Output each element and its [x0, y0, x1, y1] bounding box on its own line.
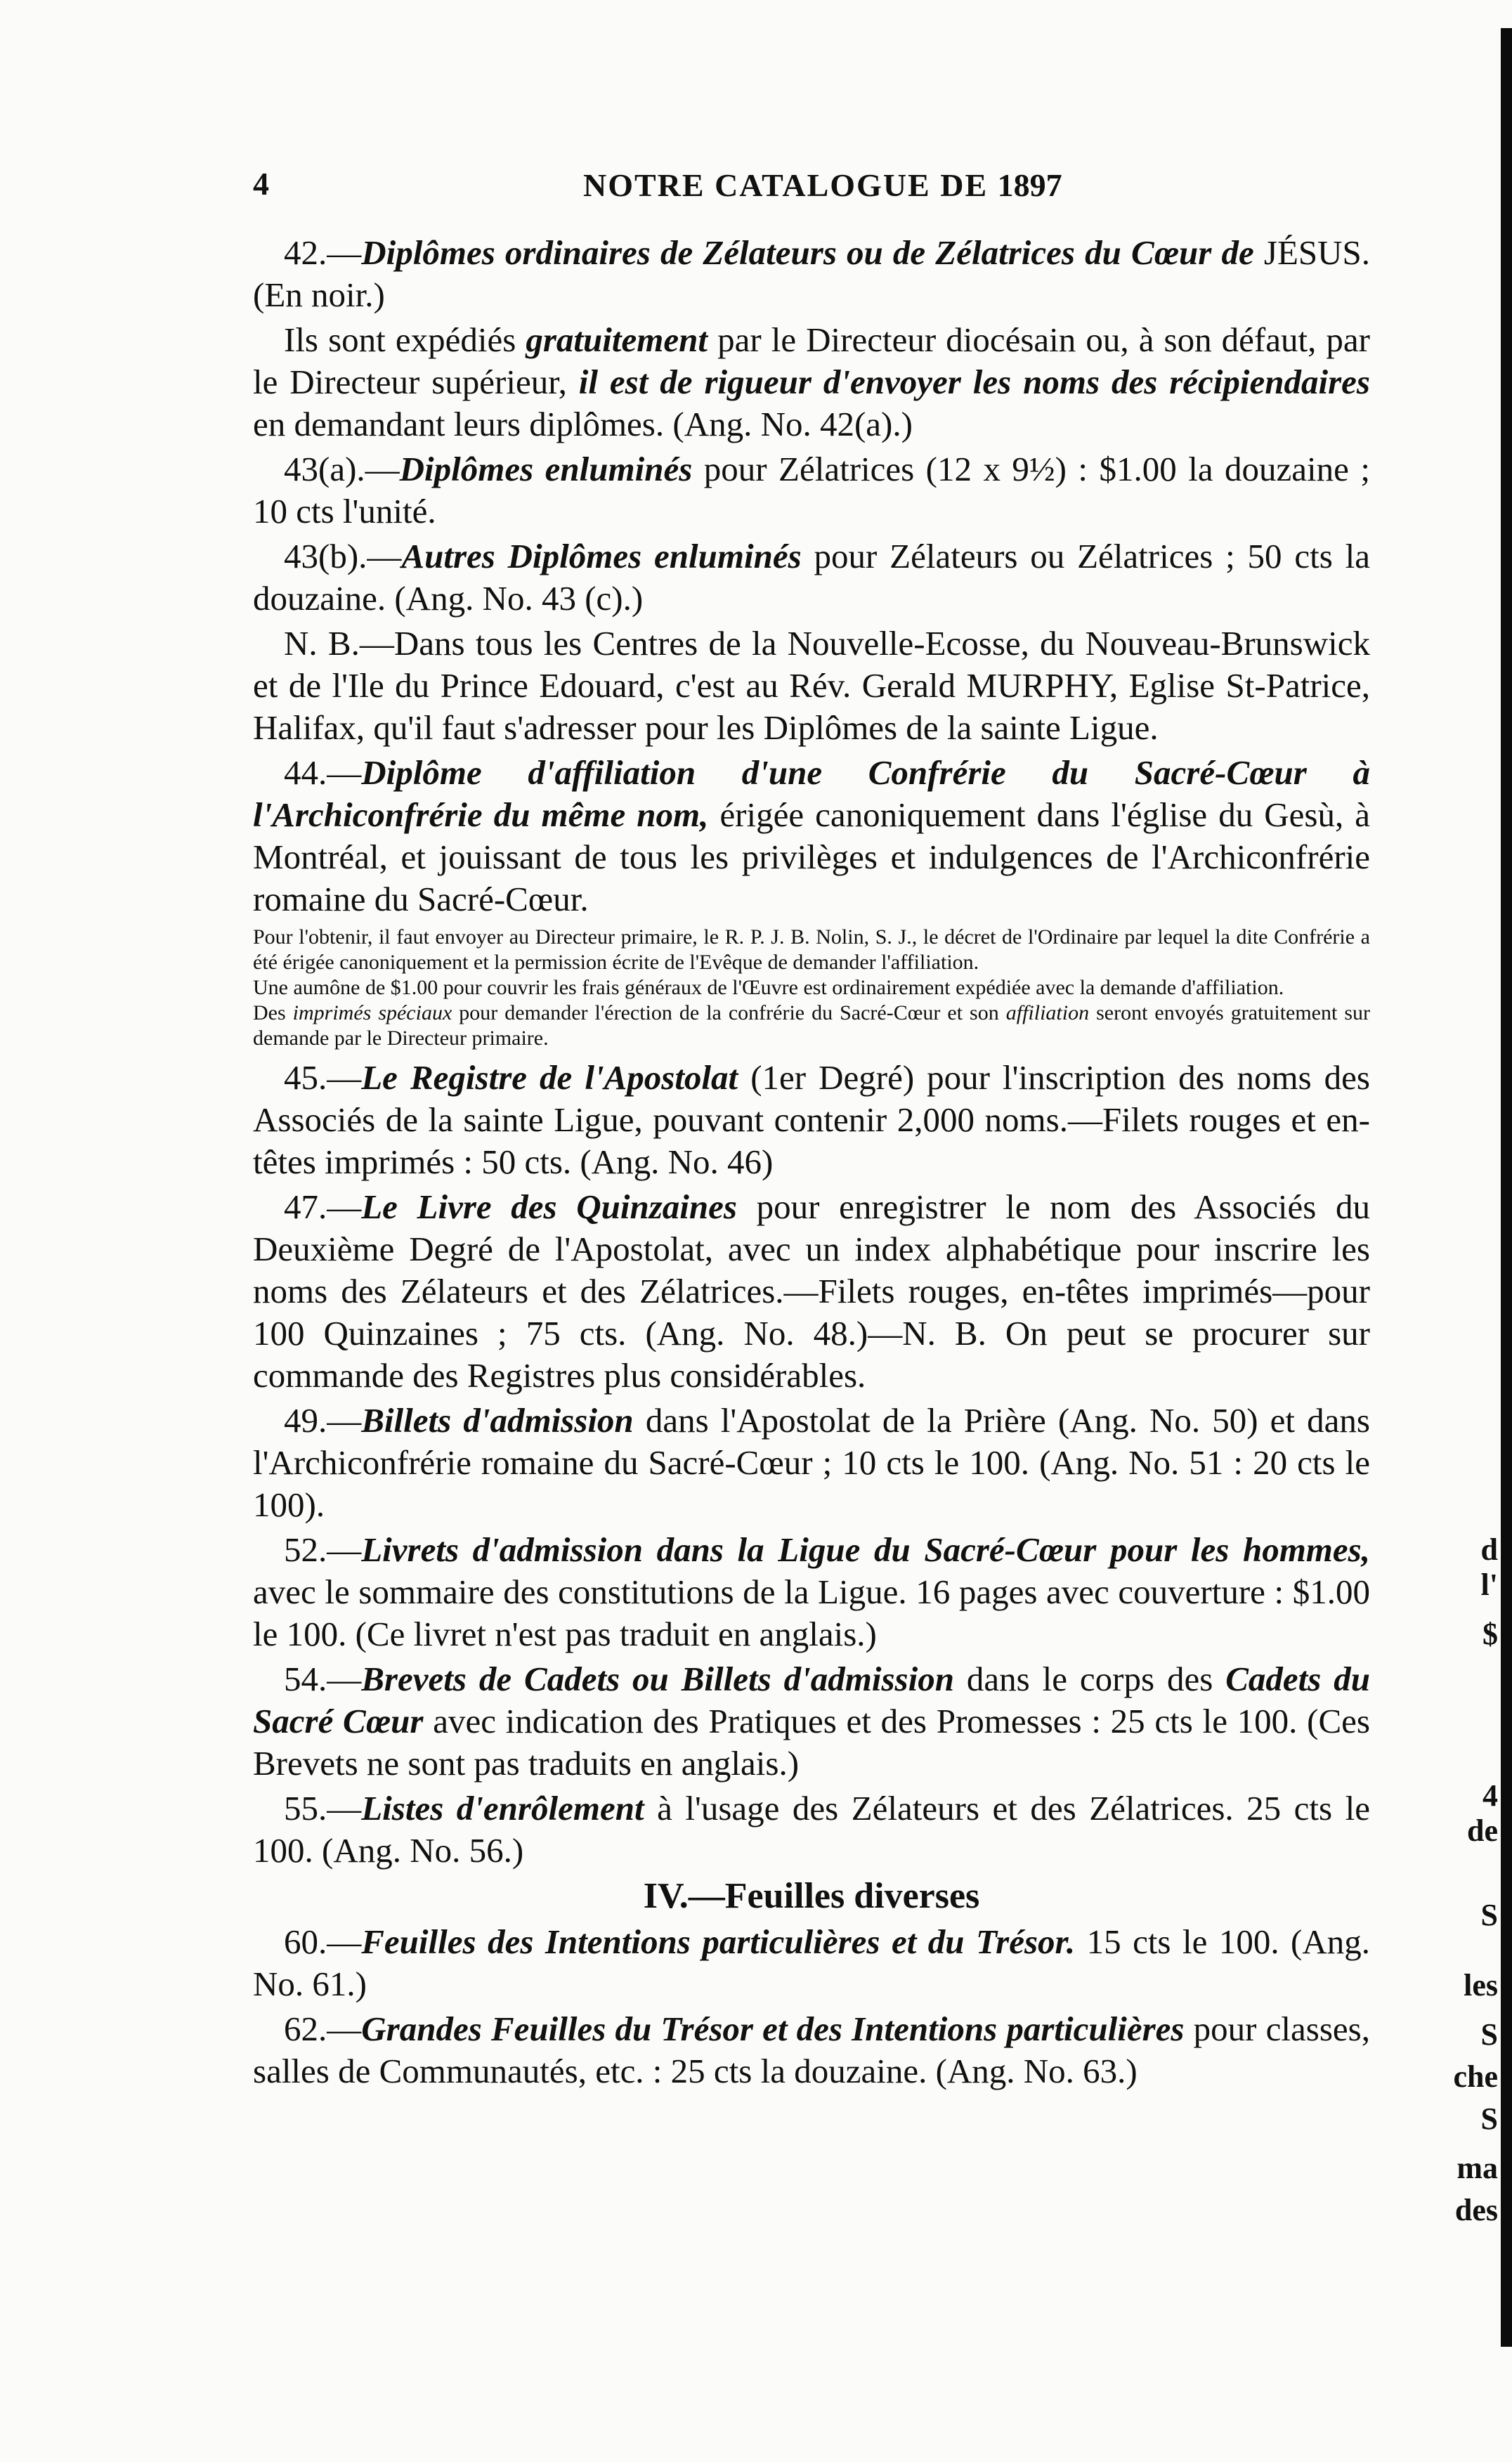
- entry-title: Le Registre de l'Apostolat: [361, 1058, 738, 1097]
- entry-42-note: [253, 319, 1370, 445]
- entry-number: 43(a).—: [284, 450, 400, 488]
- edge-fragment: des: [1454, 2193, 1498, 2227]
- entry-text: JÉSUS. (En noir.): [253, 233, 1371, 314]
- nota-bene: N. B.—Dans tous les Centres de la Nouvelle-Ecosse, du Nouveau-Brunswick et de l'Ile du Prince Edouard, c'est au Rév. Gerald MURPHY, Eglise St-Patrice, Halifax, qu'il faut s'adresser pour les Diplômes de la sainte Ligue.: [253, 624, 1370, 747]
- text-run: Ils sont expédiés: [284, 320, 526, 359]
- entry-title: Diplômes enluminés: [399, 450, 693, 488]
- italic-run: gratuitement: [526, 320, 708, 359]
- edge-fragment: ma: [1456, 2151, 1498, 2185]
- running-title-text: NOTRE CATALOGUE DE: [583, 167, 989, 203]
- entry-43b: [253, 535, 1370, 620]
- entry-55: [253, 1787, 1370, 1872]
- entry-44: [253, 752, 1370, 920]
- text-run: par le Directeur diocésain ou, à son défaut, par le Directeur supérieur,: [253, 320, 1370, 401]
- entry-number: 54.—: [284, 1660, 362, 1698]
- entry-text: avec le sommaire des constitutions de la Ligue. 16 pages avec couverture : $1.00 le 100. (Ce livret n'est pas traduit en anglais.): [253, 1572, 1370, 1653]
- entry-number: 60.—: [284, 1922, 362, 1961]
- entry-title: Diplômes ordinaires de Zélateurs ou de Zélatrices du Cœur de: [361, 233, 1254, 272]
- small-note-1: Pour l'obtenir, il faut envoyer au Directeur primaire, le R. P. J. B. Nolin, S. J., le décret de l'Ordinaire par lequel la dite Confrérie a été érigée canoniquement et la permission écrite de l'Evêque de demander l'affiliation.: [253, 925, 1370, 974]
- entry-text: pour classes, salles de Communautés, etc. : 25 cts la douzaine. (Ang. No. 63.): [253, 2010, 1370, 2090]
- entry-47: [253, 1186, 1370, 1397]
- entry-49: [253, 1400, 1370, 1526]
- text-run: Des: [253, 1001, 293, 1024]
- page-header: [253, 158, 1307, 207]
- entry-title: Billets d'admission: [361, 1401, 634, 1440]
- affiliation-notes: [253, 925, 1370, 1051]
- edge-fragment: $: [1482, 1617, 1498, 1651]
- running-title: [583, 167, 1062, 204]
- entry-text: dans le corps des: [953, 1660, 1226, 1698]
- entry-43a: [253, 448, 1370, 533]
- page-gutter-shadow: [1501, 28, 1512, 2347]
- entry-text: 15 cts le 100. (Ang. No. 61.): [253, 1922, 1370, 2003]
- page-body: [253, 232, 1370, 2095]
- page-number: 4: [253, 166, 269, 202]
- entry-title: Autres Diplômes enluminés: [401, 537, 802, 575]
- edge-fragment: 4: [1482, 1778, 1498, 1813]
- entry-title: Grandes Feuilles du Trésor et des Intentions particulières: [361, 2010, 1185, 2048]
- entry-number: 43(b).—: [284, 537, 402, 575]
- entry-62: [253, 2008, 1370, 2092]
- entry-number: 42.—: [284, 233, 362, 272]
- text-run: seront envoyés gratuitement sur demande par le Directeur primaire.: [253, 1001, 1370, 1050]
- entry-45: [253, 1057, 1370, 1183]
- small-note-2: Une aumône de $1.00 pour couvrir les frais généraux de l'Œuvre est ordinairement expédiée avec la demande d'affiliation.: [253, 976, 1284, 999]
- entry-number: 45.—: [284, 1058, 362, 1097]
- entry-52: [253, 1529, 1370, 1655]
- edge-fragment: che: [1453, 2059, 1498, 2094]
- catalogue-page: [239, 0, 1377, 2462]
- entry-text: à l'usage des Zélateurs et des Zélatrices. 25 cts le 100. (Ang. No. 56.): [253, 1789, 1370, 1870]
- italic-run: imprimés spéciaux: [292, 1001, 452, 1024]
- edge-fragment: S: [1480, 1898, 1498, 1932]
- entry-number: 49.—: [284, 1401, 362, 1440]
- entry-number: 55.—: [284, 1789, 362, 1828]
- entry-title: Le Livre des Quinzaines: [361, 1187, 737, 1226]
- text-run: pour demander l'érection de la confrérie du Sacré-Cœur et son: [452, 1001, 1006, 1024]
- entry-54: [253, 1658, 1370, 1785]
- edge-fragment: d: [1480, 1532, 1498, 1567]
- edge-fragment: les: [1464, 1968, 1498, 2002]
- entry-42: [253, 232, 1370, 316]
- entry-number: 47.—: [284, 1187, 362, 1226]
- entry-title: Livrets d'admission dans la Ligue du Sacré-Cœur pour les hommes,: [361, 1530, 1370, 1569]
- entry-title: Feuilles des Intentions particulières et du Trésor.: [361, 1922, 1076, 1961]
- entry-text: érigée canoniquement dans l'église du Gesù, à Montréal, et jouissant de tous les privilèges et indulgences de l'Archiconfrérie romaine du Sacré-Cœur.: [253, 795, 1370, 918]
- entry-text: avec indication des Pratiques et des Promesses : 25 cts le 100. (Ces Brevets ne sont pas traduits en anglais.): [253, 1702, 1370, 1783]
- italic-run: affiliation: [1005, 1001, 1090, 1024]
- entry-number: 52.—: [284, 1530, 362, 1569]
- entry-title: Brevets de Cadets ou Billets d'admission: [361, 1660, 954, 1698]
- entry-title: Listes d'enrôlement: [361, 1789, 644, 1828]
- text-run: en demandant leurs diplômes. (Ang. No. 42(a).): [253, 405, 913, 443]
- entry-text: pour enregistrer le nom des Associés du Deuxième Degré de l'Apostolat, avec un index alphabétique pour inscrire les noms des Zélateurs et des Zélatrices.—Filets rouges, en-têtes imprimés—pour 100 Quinzaines ; 75 cts. (Ang. No. 48.)—N. B. On peut se procurer sur commande des Registres plus considérables.: [253, 1187, 1370, 1395]
- section-heading: IV.—Feuilles diverses: [643, 1876, 980, 1916]
- entry-text: pour Zélateurs ou Zélatrices ; 50 cts la douzaine. (Ang. No. 43 (c).): [253, 537, 1371, 618]
- edge-fragment: de: [1467, 1813, 1498, 1848]
- small-note-3: [253, 1001, 1370, 1051]
- entry-number: 44.—: [284, 753, 362, 792]
- edge-fragment: l': [1480, 1568, 1498, 1602]
- italic-run: il est de rigueur d'envoyer les noms des récipiendaires: [578, 363, 1370, 401]
- running-title-year: 1897: [997, 167, 1062, 203]
- edge-fragment: S: [1480, 2102, 1498, 2136]
- entry-60: [253, 1921, 1370, 2005]
- entry-number: 62.—: [284, 2010, 362, 2048]
- entry-text: pour Zélatrices (12 x 9½) : $1.00 la douzaine ; 10 cts l'unité.: [253, 450, 1370, 530]
- entry-text: dans l'Apostolat de la Prière (Ang. No. 50) et dans l'Archiconfrérie romaine du Sacré-Cœur ; 10 cts le 100. (Ang. No. 51 : 20 cts le 100).: [253, 1401, 1370, 1524]
- entry-title: Diplôme d'affiliation d'une Confrérie du Sacré-Cœur à l'Archiconfrérie du même nom,: [253, 753, 1370, 834]
- entry-text: (1er Degré) pour l'inscription des noms des Associés de la sainte Ligue, pouvant contenir 2,000 noms.—Filets rouges et en-têtes imprimés : 50 cts. (Ang. No. 46): [253, 1058, 1370, 1181]
- entry-title: Cadets du Sacré Cœur: [253, 1660, 1370, 1740]
- edge-fragment: S: [1480, 2017, 1498, 2052]
